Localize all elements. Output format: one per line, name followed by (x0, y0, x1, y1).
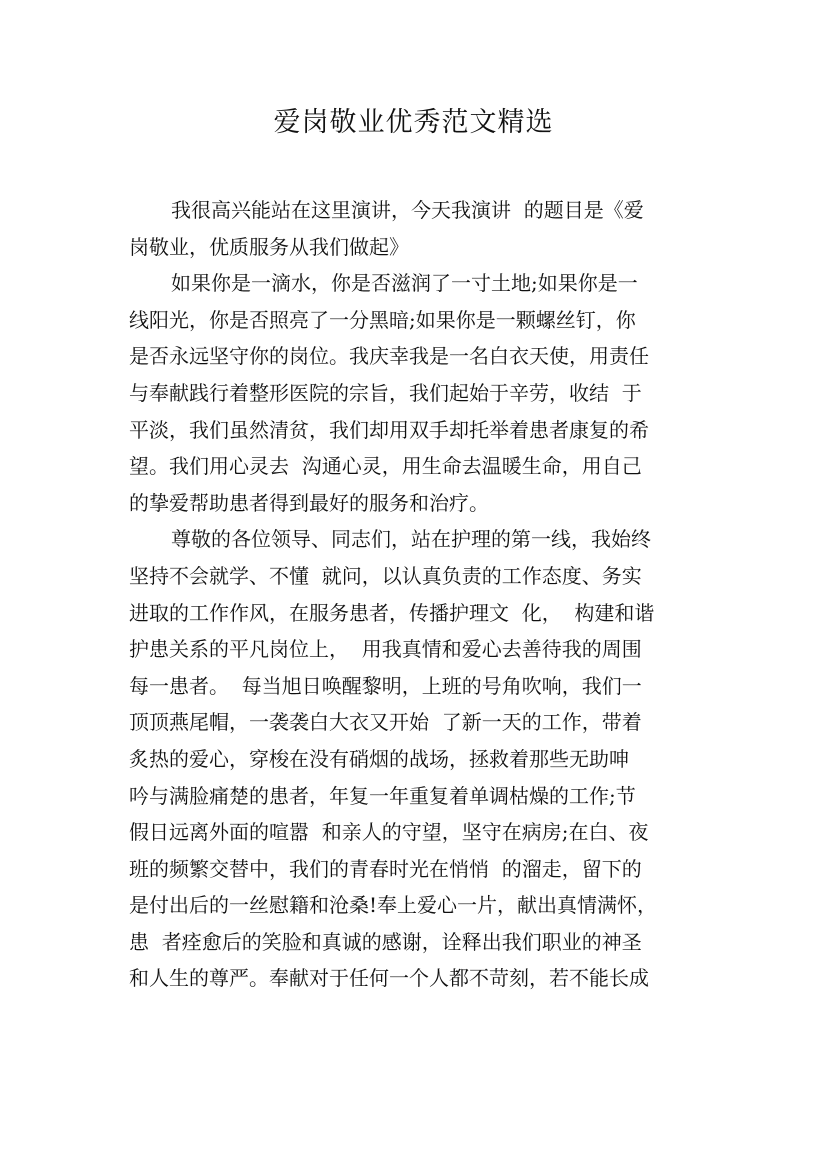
text-line: 假日远离外面的喧嚣 和亲人的守望，坚守在病房;在白、夜 (129, 820, 649, 845)
text-line: 与奉献践行着整形医院的宗旨，我们起始于辛劳，收结 于 (129, 380, 642, 405)
text-line: 的挚爱帮助患者得到最好的服务和治疗。 (129, 490, 489, 515)
text-line: 顶顶燕尾帽，一袭袭白大衣又开始 了新一天的工作，带着 (129, 710, 642, 735)
text-line: 是否永远坚守你的岗位。我庆幸我是一名白衣天使，用责任 (129, 344, 649, 369)
text-line: 是付出后的一丝慰籍和沧桑!奉上爱心一片，献出真情满怀， (129, 893, 658, 918)
text-line: 坚持不会就学、不懂 就问，以认真负责的工作态度、务实 (129, 563, 642, 588)
text-line: 吟与满脸痛楚的患者，年复一年重复着单调枯燥的工作;节 (129, 783, 636, 808)
text-line: 每一患者。 每当旭日唤醒黎明，上班的号角吹响，我们一 (129, 673, 642, 698)
text-line: 患 者痊愈后的笑脸和真诚的感谢，诠释出我们职业的神圣 (129, 929, 642, 954)
text-line: 护患关系的平凡岗位上， 用我真情和爱心去善待我的周围 (129, 637, 642, 662)
text-line: 我很高兴能站在这里演讲，今天我演讲 的题目是《爱 (171, 198, 644, 222)
text-line: 如果你是一滴水，你是否滋润了一寸土地;如果你是一 (171, 271, 638, 296)
text-line: 望。我们用心灵去 沟通心灵，用生命去温暖生命，用自己 (129, 454, 642, 479)
text-line: 炙热的爱心，穿梭在没有硝烟的战场，拯救着那些无助呻 (129, 746, 629, 771)
document-title: 爱岗敬业优秀范文精选 (273, 107, 554, 138)
text-line: 岗敬业，优质服务从我们做起》 (129, 234, 409, 259)
text-line: 进取的工作作风，在服务患者，传播护理文 化， 构建和谐 (129, 600, 655, 625)
text-line: 平淡，我们虽然清贫，我们却用双手却托举着患者康复的希 (129, 417, 649, 442)
document-body (129, 192, 709, 997)
text-line: 线阳光，你是否照亮了一分黑暗;如果你是一颗螺丝钉，你 (129, 307, 636, 332)
text-line: 和人生的尊严。奉献对于任何一个人都不苛刻，若不能长成 (129, 966, 649, 991)
text-line: 尊敬的各位领导、同志们，站在护理的第一线，我始终 (171, 527, 651, 552)
text-line: 班的频繁交替中，我们的青春时光在悄悄 的溜走，留下的 (129, 856, 642, 881)
